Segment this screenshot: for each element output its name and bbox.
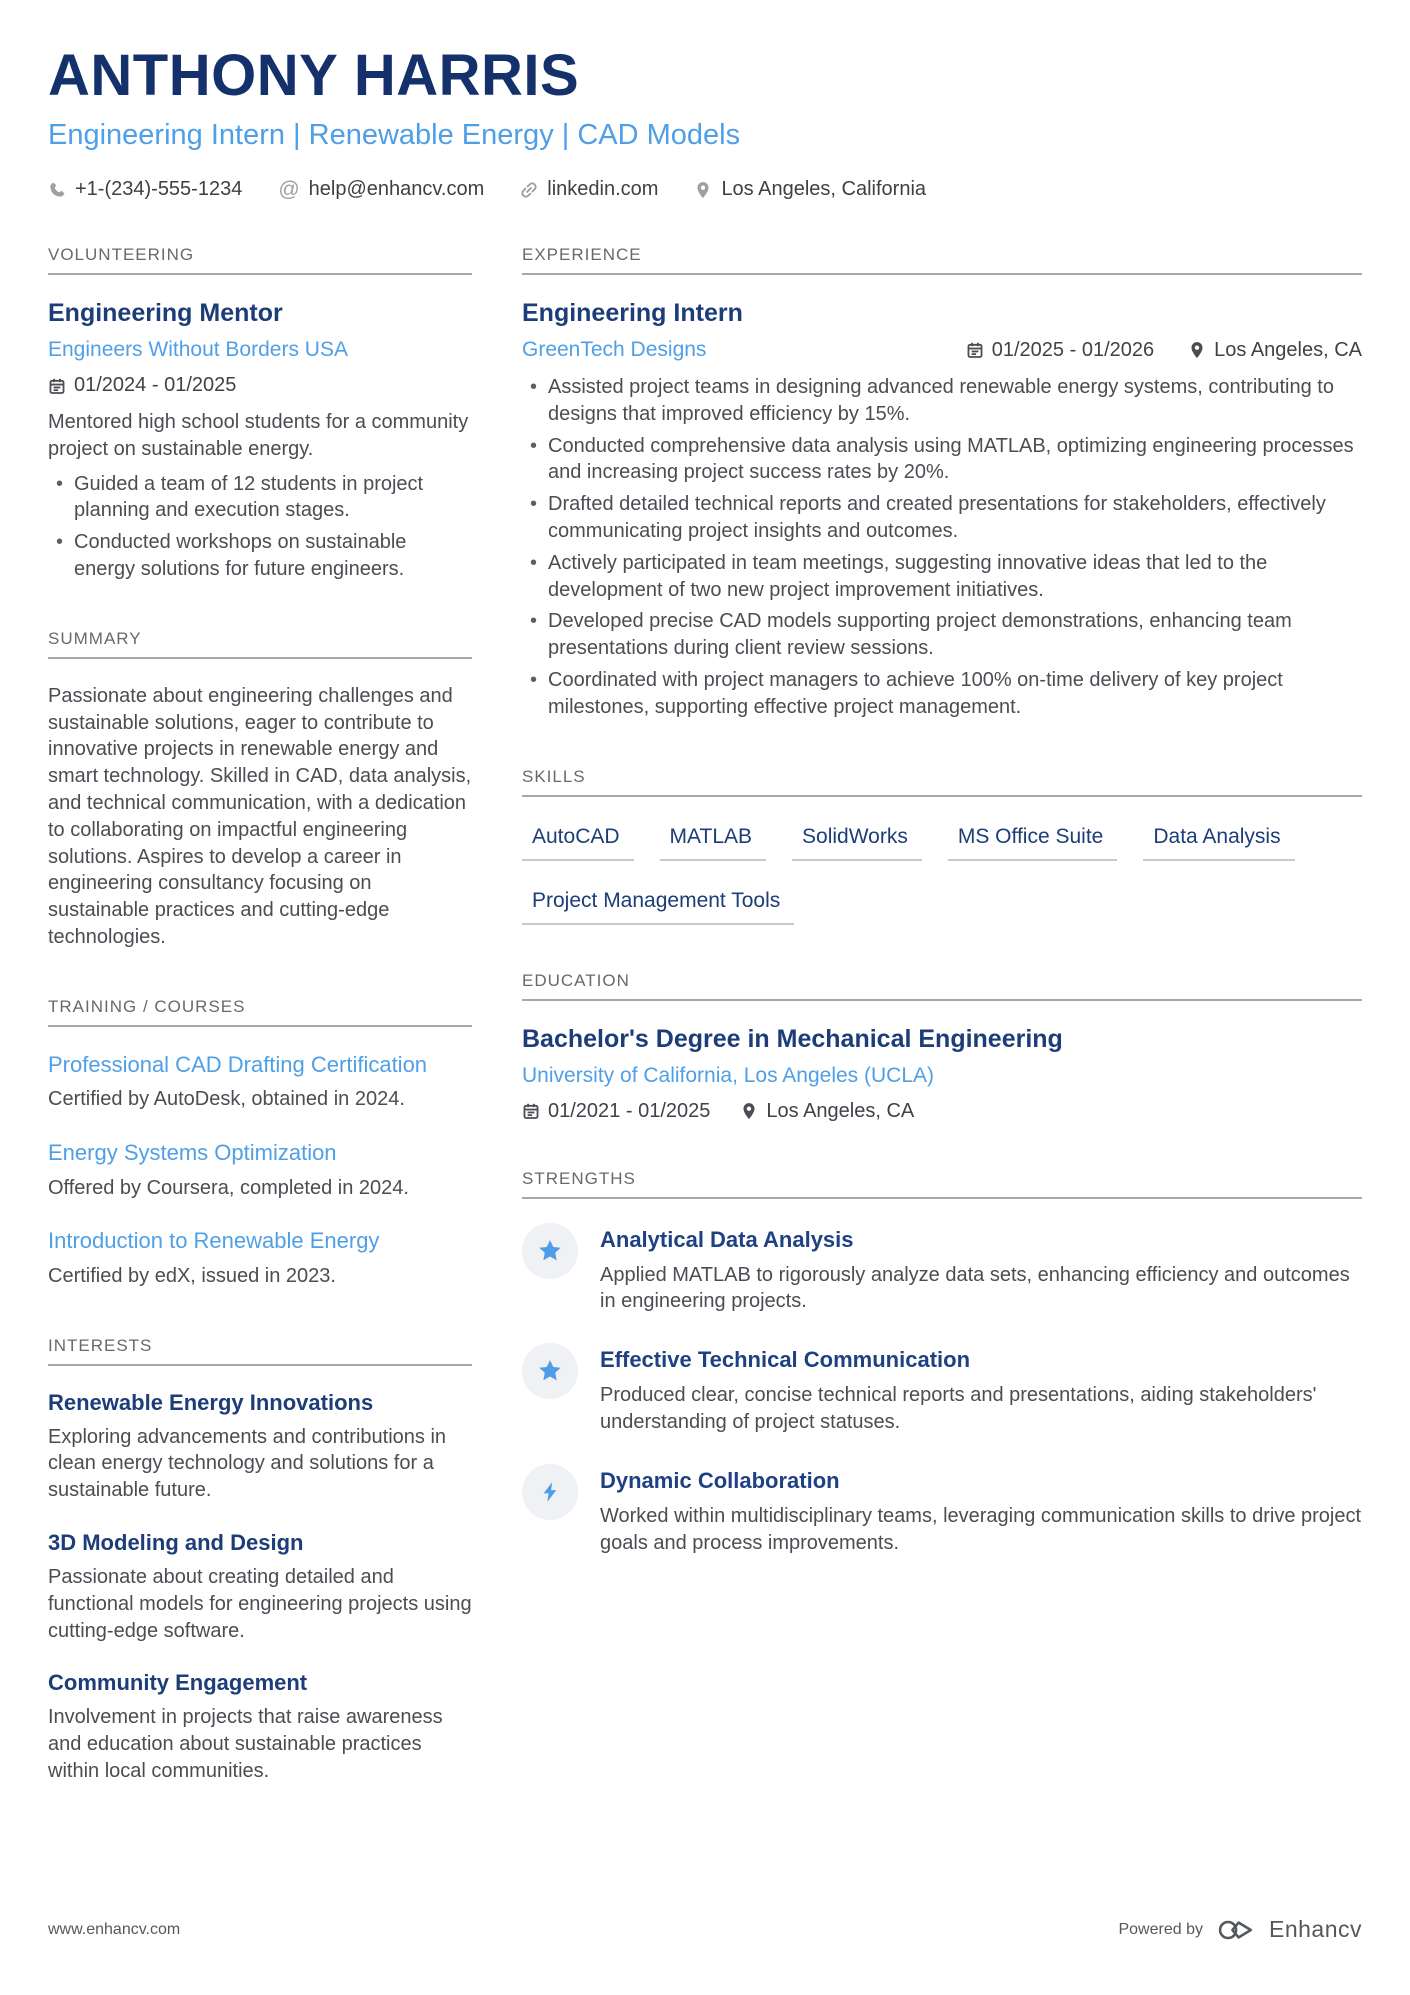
strength-item [522, 1464, 1362, 1557]
summary-heading: SUMMARY [48, 629, 472, 659]
skill-tag: SolidWorks [792, 825, 922, 861]
training-heading: TRAINING / COURSES [48, 997, 472, 1027]
calendar-icon [966, 341, 984, 359]
skills-heading: SKILLS [522, 767, 1362, 797]
skill-tag: MATLAB [660, 825, 766, 861]
phone-icon [48, 181, 66, 199]
star-icon [522, 1343, 578, 1399]
interest-item [48, 1390, 472, 1504]
education-dates [522, 1100, 710, 1123]
skills-list [522, 821, 1362, 925]
link-icon [520, 181, 538, 199]
education-location-text: Los Angeles, CA [766, 1099, 915, 1122]
interest-item [48, 1670, 472, 1784]
interests-heading: INTERESTS [48, 1336, 472, 1366]
skill-tag: Data Analysis [1143, 825, 1294, 861]
experience-heading: EXPERIENCE [522, 245, 1362, 275]
interest-description: Passionate about creating detailed and functional models for engineering projects using cutting-edge software. [48, 1566, 472, 1642]
location-pin-icon [1188, 341, 1206, 359]
volunteering-title: Engineering Mentor [48, 299, 283, 327]
volunteering-bullets [48, 471, 472, 583]
strength-title: Analytical Data Analysis [600, 1226, 854, 1252]
content-columns [48, 245, 1362, 1831]
experience-bullets [522, 374, 1362, 721]
location-pin-icon [740, 1102, 758, 1120]
course-title: Energy Systems Optimization [48, 1140, 337, 1166]
interest-description: Exploring advancements and contributions in clean energy technology and solutions for a sustainable future. [48, 1425, 447, 1502]
education-heading: EDUCATION [522, 971, 1362, 1001]
course-item [48, 1051, 472, 1113]
contact-row [48, 178, 1362, 201]
powered-by-label: Powered by [1118, 1920, 1203, 1938]
right-column [522, 245, 1362, 1831]
experience-title: Engineering Intern [522, 299, 743, 327]
bullet-item: • Coordinated with project managers to achieve 100% on-time delivery of key project milestones, supporting effective project management. [522, 667, 1362, 721]
experience-location [1188, 339, 1362, 362]
at-icon: @ [278, 178, 300, 201]
course-title: Professional CAD Drafting Certification [48, 1051, 428, 1077]
contact-location [694, 178, 926, 201]
page-footer [48, 1916, 1362, 1943]
volunteering-description: Mentored high school students for a community project on sustainable energy. [48, 411, 469, 460]
section-education [522, 971, 1362, 1123]
bullet-item: • Conducted comprehensive data analysis using MATLAB, optimizing engineering processes and increasing project success rates by 20%. [522, 433, 1362, 487]
strength-description: Worked within multidisciplinary teams, leveraging communication skills to drive project goals and process improvements. [600, 1504, 1362, 1554]
skill-tag: MS Office Suite [948, 825, 1118, 861]
education-degree: Bachelor's Degree in Mechanical Engineering [522, 1024, 1063, 1053]
experience-meta [522, 338, 1362, 362]
education-dates-text: 01/2021 - 01/2025 [548, 1099, 711, 1122]
bullet-item: • Assisted project teams in designing advanced renewable energy systems, contributing to designs that improved efficiency by 15%. [522, 374, 1362, 428]
calendar-icon [522, 1102, 540, 1120]
strengths-heading: STRENGTHS [522, 1169, 1362, 1199]
skill-tag: AutoCAD [522, 825, 634, 861]
skill-tag: Project Management Tools [522, 889, 794, 925]
interest-title: Renewable Energy Innovations [48, 1389, 374, 1415]
contact-email-text: help@enhancv.com [308, 178, 485, 200]
strength-title: Effective Technical Communication [600, 1347, 971, 1373]
footer-website-link[interactable]: www.enhancv.com [48, 1920, 181, 1938]
section-interests [48, 1336, 472, 1785]
contact-link-text: linkedin.com [547, 178, 659, 200]
strength-item [522, 1223, 1362, 1316]
star-icon [522, 1223, 578, 1279]
strength-item [522, 1343, 1362, 1436]
enhancv-brand-name: Enhancv [1268, 1916, 1362, 1942]
section-volunteering [48, 245, 472, 583]
contact-link[interactable] [520, 178, 658, 201]
course-item [48, 1227, 472, 1289]
strength-title: Dynamic Collaboration [600, 1467, 840, 1493]
experience-dates-text: 01/2025 - 01/2026 [991, 338, 1155, 361]
strength-description: Applied MATLAB to rigorously analyze data sets, enhancing efficiency and outcomes in engineering projects. [600, 1263, 1350, 1313]
course-detail: Certified by AutoDesk, obtained in 2024. [48, 1088, 405, 1111]
summary-text: Passionate about engineering challenges and sustainable solutions, eager to contribute to innovative projects in renewable energy and smart technology. Skilled in CAD, data analysis, and technical communication, with a dedication to collaborating on impactful engineering solutions. Aspires to develop a career in engineering consultancy focusing on sustainable practices and cutting-edge technologies. [48, 684, 472, 948]
education-meta [522, 1100, 1362, 1123]
strength-description: Produced clear, concise technical reports and presentations, aiding stakeholders' understanding of project statuses. [600, 1384, 1317, 1433]
contact-phone-text: +1-(234)-555-1234 [75, 178, 243, 200]
section-strengths [522, 1169, 1362, 1557]
education-location [740, 1100, 914, 1123]
bullet-item: • Developed precise CAD models supporting project demonstrations, enhancing team presentations during client review sessions. [522, 608, 1362, 662]
location-pin-icon [694, 181, 712, 199]
candidate-name: ANTHONY HARRIS [48, 43, 580, 108]
volunteering-dates [48, 374, 236, 397]
volunteering-meta [48, 374, 472, 397]
experience-location-text: Los Angeles, CA [1214, 338, 1362, 361]
volunteering-organization: Engineers Without Borders USA [48, 338, 348, 361]
bolt-icon [522, 1464, 578, 1520]
enhancv-logo-icon [1217, 1918, 1255, 1942]
bullet-item: • Actively participated in team meetings, suggesting innovative ideas that led to the development of two new project improvement initiatives. [522, 550, 1362, 604]
section-skills [522, 767, 1362, 925]
section-experience [522, 245, 1362, 721]
volunteering-heading: VOLUNTEERING [48, 245, 472, 275]
bullet-item: • Drafted detailed technical reports and created presentations for stakeholders, effectively communicating project insights and outcomes. [522, 491, 1362, 545]
experience-company: GreenTech Designs [522, 338, 707, 361]
course-detail: Certified by edX, issued in 2023. [48, 1264, 336, 1287]
interest-title: 3D Modeling and Design [48, 1530, 304, 1556]
section-training [48, 997, 472, 1290]
contact-location-text: Los Angeles, California [721, 178, 927, 200]
resume-header [48, 42, 1362, 201]
contact-email[interactable] [278, 178, 484, 201]
bullet-item: • Guided a team of 12 students in project planning and execution stages. [48, 471, 472, 525]
course-title: Introduction to Renewable Energy [48, 1228, 380, 1254]
interest-title: Community Engagement [48, 1670, 308, 1696]
candidate-headline: Engineering Intern | Renewable Energy | CAD Models [48, 119, 741, 151]
interest-description: Involvement in projects that raise awareness and education about sustainable practices within local communities. [48, 1706, 443, 1783]
left-column [48, 245, 472, 1831]
section-summary [48, 629, 472, 951]
calendar-icon [48, 377, 66, 395]
bullet-item: • Conducted workshops on sustainable energy solutions for future engineers. [48, 529, 472, 583]
contact-phone[interactable] [48, 178, 242, 201]
education-school: University of California, Los Angeles (UCLA) [522, 1063, 935, 1087]
interest-item [48, 1530, 472, 1644]
volunteering-dates-text: 01/2024 - 01/2025 [74, 374, 237, 396]
experience-dates [966, 339, 1154, 362]
powered-by-group[interactable] [1118, 1916, 1362, 1943]
course-detail: Offered by Coursera, completed in 2024. [48, 1176, 409, 1199]
course-item [48, 1139, 472, 1201]
